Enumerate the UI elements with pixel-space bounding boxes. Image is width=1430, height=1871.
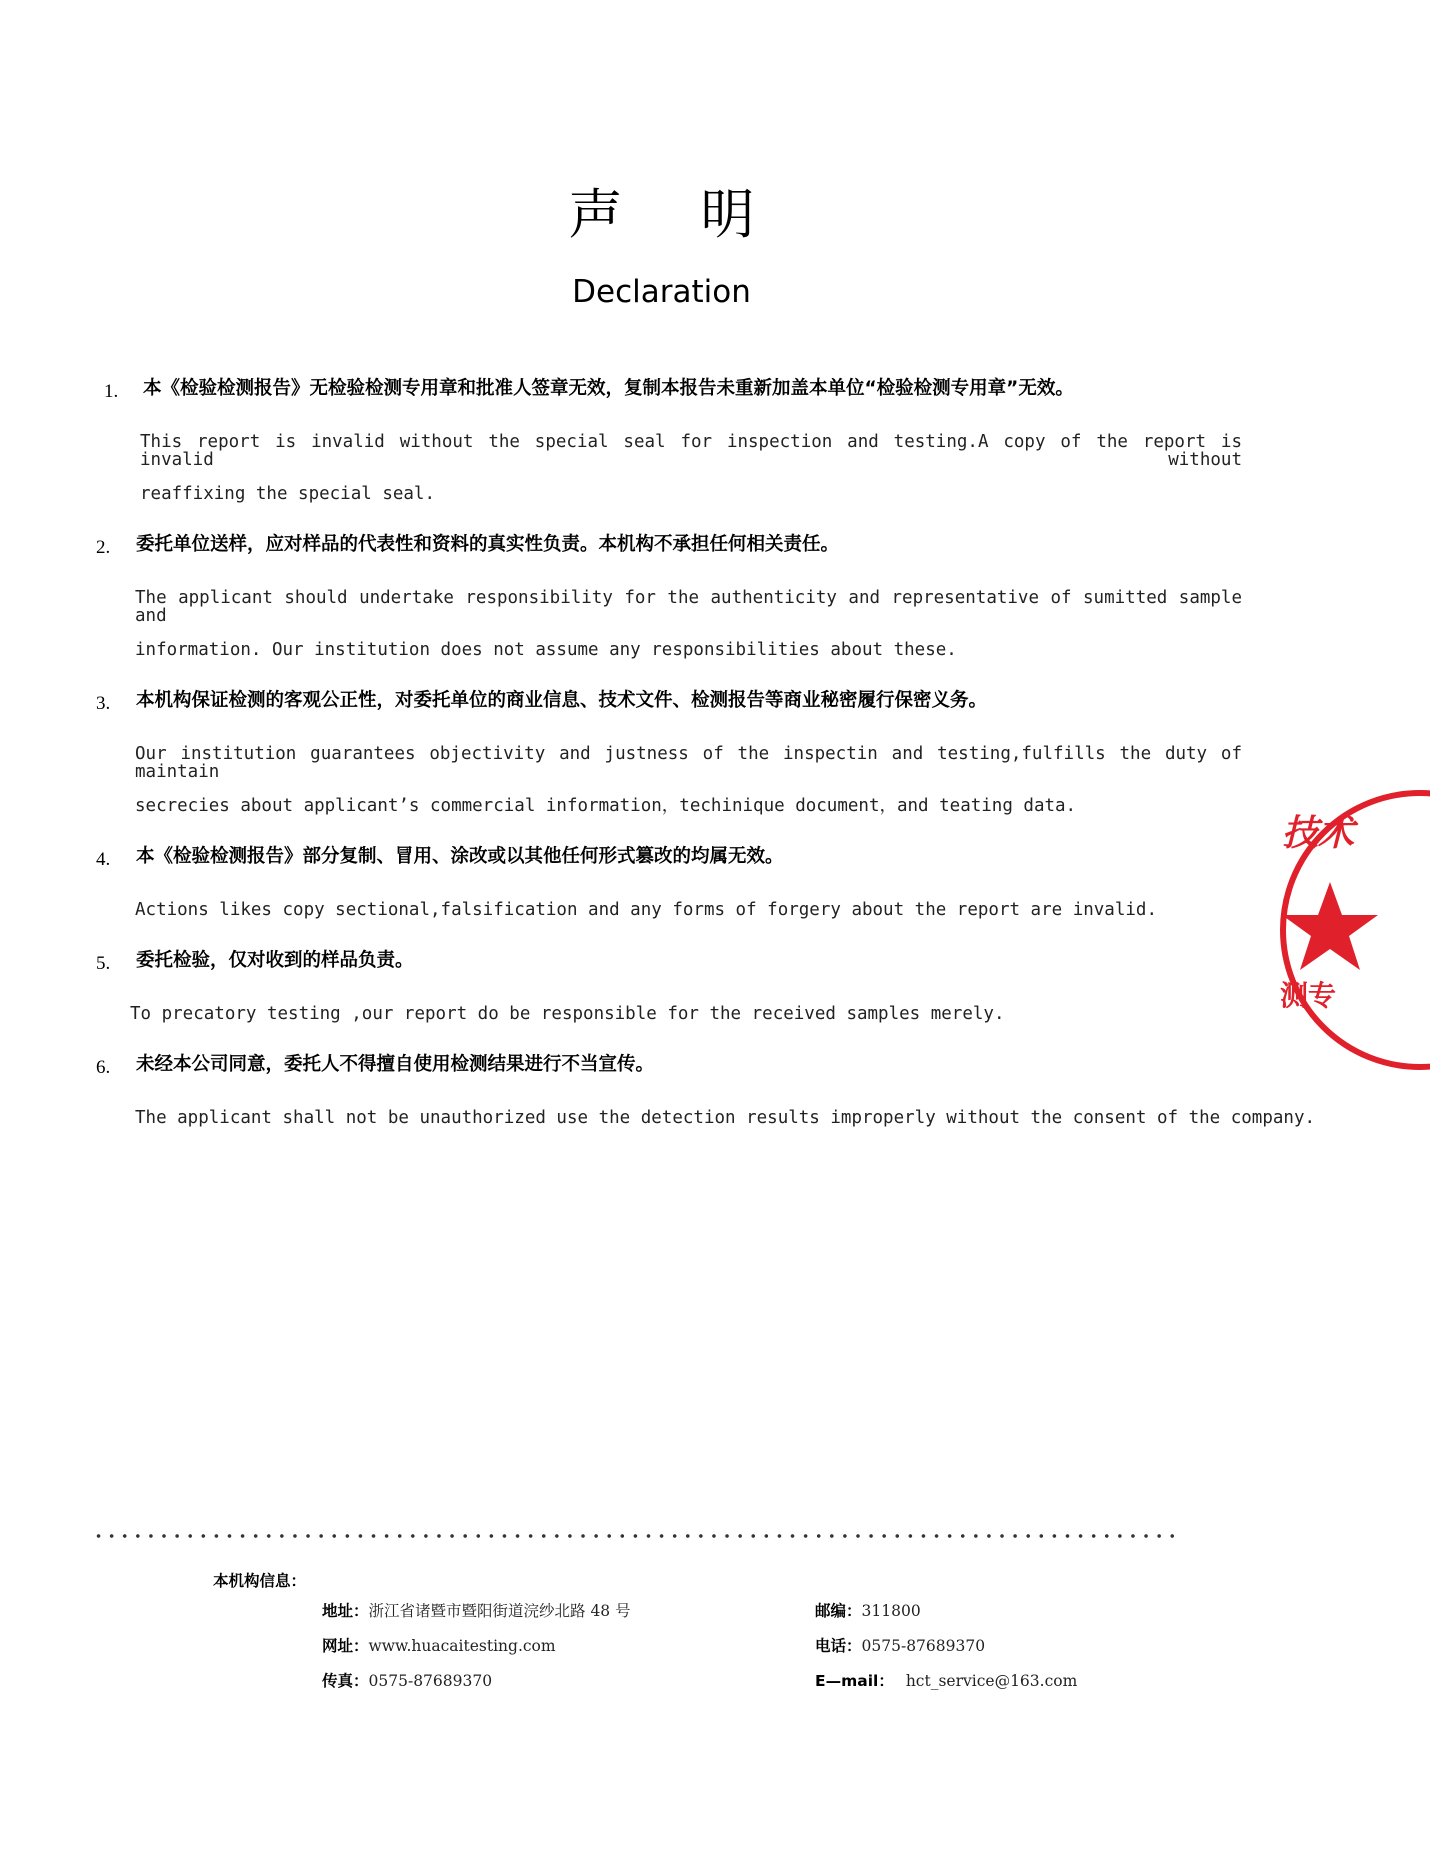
item-2-chinese: 委托单位送样，应对样品的代表性和资料的真实性负责。本机构不承担任何相关责任。 — [136, 534, 840, 555]
item-5-chinese: 委托检验，仅对收到的样品负责。 — [136, 950, 414, 971]
item-3-english-line-1: Our institution guarantees objectivity and justness of the inspectin and testing,fulfills the duty of maintain — [135, 744, 1242, 782]
item-6-number: 6. — [96, 1057, 111, 1078]
title-english: Declaration — [572, 274, 751, 310]
footer-phone-value: 0575-87689370 — [861, 1637, 986, 1655]
dotted-divider — [92, 1531, 1174, 1541]
item-4-number: 4. — [96, 849, 111, 870]
item-6-chinese: 未经本公司同意，委托人不得擅自使用检测结果进行不当宣传。 — [136, 1054, 655, 1075]
footer-postcode-label: 邮编： — [815, 1602, 862, 1620]
title-chinese-right: 明 — [700, 183, 755, 246]
footer-fax — [322, 1674, 492, 1690]
title-chinese-left: 声 — [568, 183, 623, 246]
footer-email — [815, 1674, 1077, 1690]
item-2-english-line-1: The applicant should undertake responsibility for the authenticity and representative of sumitted sample and — [135, 588, 1242, 626]
item-6-english-line-1: The applicant shall not be unauthorized use the detection results improperly without the consent of the company. — [135, 1108, 1316, 1128]
footer-website-value: www.huacaitesting.com — [368, 1637, 556, 1655]
footer-fax-value: 0575-87689370 — [368, 1672, 493, 1690]
red-seal-stamp — [1270, 790, 1430, 1070]
item-3-english-line-2: secrecies about applicant’s commercial information，techinique document，and teating data. — [135, 796, 1077, 816]
footer-phone — [815, 1639, 985, 1655]
title-chinese — [0, 183, 1323, 246]
item-4-english-line-1: Actions likes copy sectional,falsification and any forms of forgery about the report are invalid. — [135, 900, 1157, 920]
item-5-number: 5. — [96, 953, 111, 974]
item-5-english-line-1: To precatory testing ,our report do be responsible for the received samples merely. — [130, 1004, 1005, 1024]
footer-address-value: 浙江省诸暨市暨阳街道浣纱北路 48 号 — [368, 1602, 631, 1620]
item-4-chinese: 本《检验检测报告》部分复制、冒用、涂改或以其他任何形式篡改的均属无效。 — [136, 846, 784, 867]
footer-website — [322, 1639, 556, 1655]
seal-text-top: 技术 — [1282, 812, 1355, 854]
item-2-number: 2. — [96, 537, 111, 558]
footer-website-label: 网址： — [322, 1637, 369, 1655]
footer-postcode — [815, 1604, 921, 1620]
item-3-number: 3. — [96, 693, 111, 714]
item-1-number: 1. — [104, 381, 119, 402]
footer-heading: 本机构信息： — [213, 1572, 307, 1590]
item-1-english-line-2: reaffixing the special seal. — [140, 484, 436, 504]
seal-text-bottom: 测专 — [1280, 979, 1337, 1012]
footer-address — [322, 1604, 631, 1620]
item-1-english-line-1: This report is invalid without the special seal for inspection and testing.A copy of the report is invalid without — [140, 432, 1242, 470]
item-1-chinese: 本《检验检测报告》无检验检测专用章和批准人签章无效，复制本报告未重新加盖本单位“检验检测专用章”无效。 — [143, 378, 1074, 399]
footer-email-value: hct_service@163.com — [905, 1672, 1078, 1690]
footer-postcode-value: 311800 — [861, 1602, 921, 1620]
seal-star-icon — [1282, 882, 1378, 970]
item-3-chinese: 本机构保证检测的客观公正性，对委托单位的商业信息、技术文件、检测报告等商业秘密履行保密义务。 — [136, 690, 988, 711]
footer-phone-label: 电话： — [815, 1637, 862, 1655]
footer-email-label: E—mail： — [815, 1672, 894, 1690]
footer-address-label: 地址： — [322, 1602, 369, 1620]
item-2-english-line-2: information. Our institution does not assume any responsibilities about these. — [135, 640, 957, 660]
footer-fax-label: 传真： — [322, 1672, 369, 1690]
